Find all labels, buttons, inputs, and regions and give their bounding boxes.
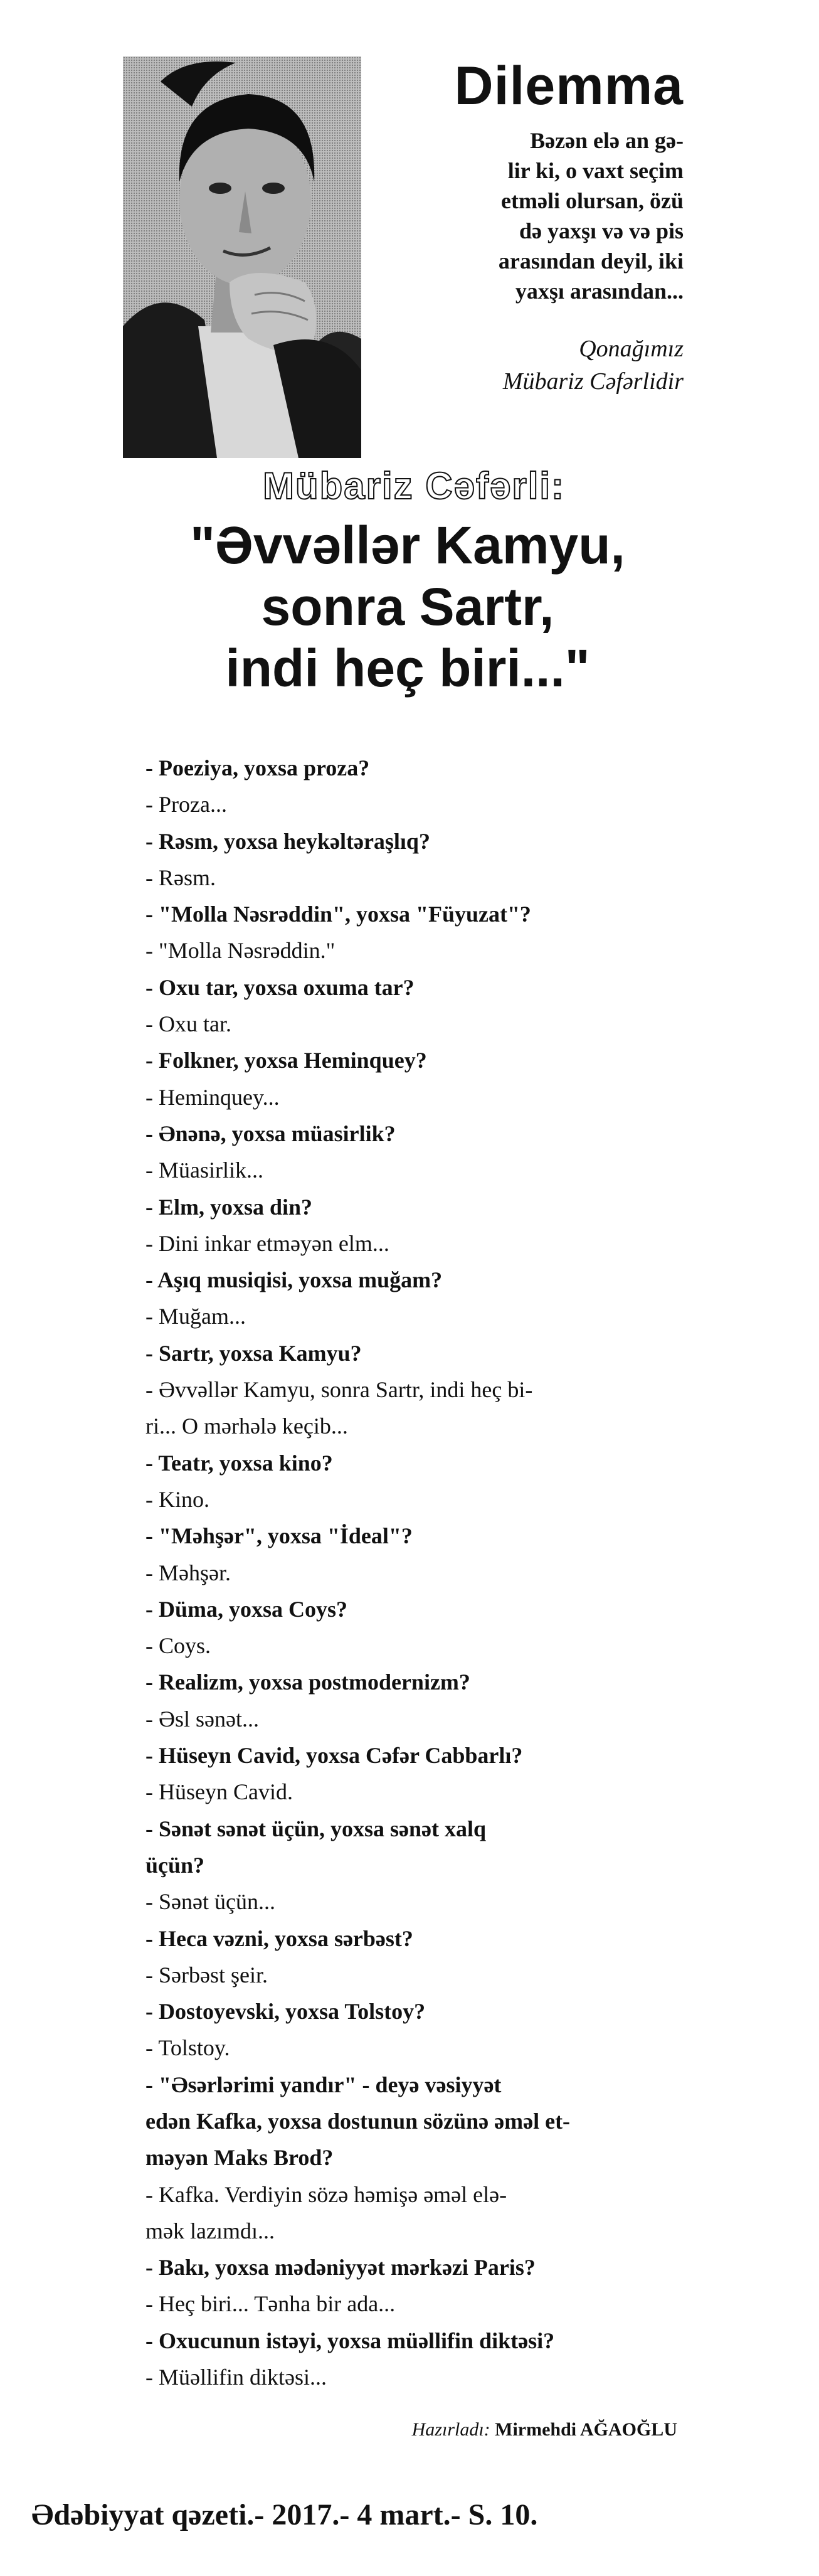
question-line: - Poeziya, yoxsa proza? bbox=[145, 755, 370, 780]
question-line: üçün? bbox=[145, 1852, 205, 1878]
answer-line: - Oxu tar. bbox=[145, 1011, 231, 1037]
source-footer: Ədəbiyyat qəzeti.- 2017.- 4 mart.- S. 10. bbox=[31, 2498, 538, 2531]
question-line: - "Molla Nəsrəddin", yoxsa "Füyuzat"? bbox=[145, 902, 531, 927]
intro-line: etməli olursan, özü bbox=[501, 188, 684, 213]
answer-line: - Tolstoy. bbox=[145, 2035, 230, 2061]
intro-line: lir ki, o vaxt seçim bbox=[507, 158, 684, 183]
author-photo bbox=[123, 56, 361, 458]
answer-line: - Coys. bbox=[145, 1633, 211, 1659]
question-line: - Hüseyn Cavid, yoxsa Cəfər Cabbarlı? bbox=[145, 1743, 523, 1769]
answer-line: - Proza... bbox=[145, 792, 227, 817]
guest-line: Mübariz Cəfərlidir bbox=[502, 368, 684, 395]
portrait-image bbox=[123, 56, 361, 458]
question-line: edən Kafka, yoxsa dostunun sözünə əməl et- bbox=[145, 2108, 571, 2134]
intro-line: də yaxşı və və pis bbox=[519, 218, 684, 243]
question-line: - Düma, yoxsa Coys? bbox=[145, 1596, 348, 1622]
question-line: - Oxucunun istəyi, yoxsa müəllifin diktəsi? bbox=[145, 2328, 555, 2353]
headline-line: indi heç biri..." bbox=[225, 639, 590, 698]
question-line: - Bakı, yoxsa mədəniyyət mərkəzi Paris? bbox=[145, 2255, 536, 2281]
rubric-title: Dilemma bbox=[454, 56, 684, 116]
question-line: - Dostoyevski, yoxsa Tolstoy? bbox=[145, 1999, 426, 2025]
question-line: - "Əsərlərimi yandır" - deyə vəsiyyət bbox=[145, 2072, 502, 2097]
intro-line: yaxşı arasından... bbox=[515, 279, 684, 304]
answer-line: - Məhşər. bbox=[145, 1560, 231, 1585]
credit-name: Mirmehdi AĞAOĞLU bbox=[495, 2419, 677, 2440]
question-line: - Sartr, yoxsa Kamyu? bbox=[145, 1340, 362, 1366]
guest-caption bbox=[376, 333, 684, 398]
intro-line: arasından deyil, iki bbox=[498, 248, 684, 274]
question-line: - "Məhşər", yoxsa "İdeal"? bbox=[145, 1523, 413, 1549]
answer-line: - Hüseyn Cavid. bbox=[145, 1779, 293, 1805]
question-line: - Folkner, yoxsa Heminquey? bbox=[145, 1048, 427, 1073]
intro-text bbox=[401, 125, 684, 306]
answer-line: - Kino. bbox=[145, 1486, 209, 1512]
answer-line: - Sərbəst şeir. bbox=[145, 1962, 268, 1988]
guest-line: Qonağımız bbox=[579, 336, 684, 362]
credit bbox=[276, 2420, 677, 2439]
question-line: - Rəsm, yoxsa heykəltəraşlıq? bbox=[145, 828, 430, 854]
answer-line: - Heminquey... bbox=[145, 1084, 280, 1110]
answer-line: - Heç biri... Tənha bir ada... bbox=[145, 2291, 396, 2317]
answer-line: - Rəsm. bbox=[145, 865, 216, 890]
headline-line: sonra Sartr, bbox=[261, 577, 554, 636]
answer-line: - Müəllifin diktəsi... bbox=[145, 2365, 327, 2390]
headline-line: "Əvvəllər Kamyu, bbox=[190, 516, 625, 575]
answer-line: - Muğam... bbox=[145, 1304, 246, 1329]
question-line: - Teatr, yoxsa kino? bbox=[145, 1450, 333, 1476]
question-line: - Ənənə, yoxsa müasirlik? bbox=[145, 1120, 396, 1146]
question-line: - Oxu tar, yoxsa oxuma tar? bbox=[145, 974, 415, 1000]
intro-line: Bəzən elə an gə- bbox=[530, 128, 684, 153]
question-line: - Elm, yoxsa din? bbox=[145, 1194, 313, 1220]
answer-line: - "Molla Nəsrəddin." bbox=[145, 938, 336, 964]
answer-line: - Sənət üçün... bbox=[145, 1889, 275, 1915]
headline bbox=[113, 514, 702, 699]
answer-line: - Əsl sənət... bbox=[145, 1706, 259, 1732]
question-line: - Heca vəzni, yoxsa sərbəst? bbox=[145, 1925, 413, 1951]
interview-body bbox=[145, 750, 679, 2395]
answer-line: - Kafka. Verdiyin sözə həmişə əməl elə- bbox=[145, 2181, 507, 2207]
answer-line: - Dini inkar etməyən elm... bbox=[145, 1230, 389, 1256]
author-name: Mübariz Cəfərli: bbox=[262, 465, 566, 507]
question-line: - Aşıq musiqisi, yoxsa muğam? bbox=[145, 1267, 443, 1293]
answer-line: mək lazımdı... bbox=[145, 2218, 275, 2243]
question-line: - Realizm, yoxsa postmodernizm? bbox=[145, 1669, 470, 1695]
answer-line: ri... O mərhələ keçib... bbox=[145, 1413, 348, 1439]
answer-line: - Əvvəllər Kamyu, sonra Sartr, indi heç bi- bbox=[145, 1377, 533, 1403]
credit-label: Hazırladı: bbox=[411, 2419, 490, 2440]
answer-line: - Müasirlik... bbox=[145, 1158, 263, 1183]
question-line: məyən Maks Brod? bbox=[145, 2145, 334, 2171]
question-line: - Sənət sənət üçün, yoxsa sənət xalq bbox=[145, 1816, 487, 1841]
